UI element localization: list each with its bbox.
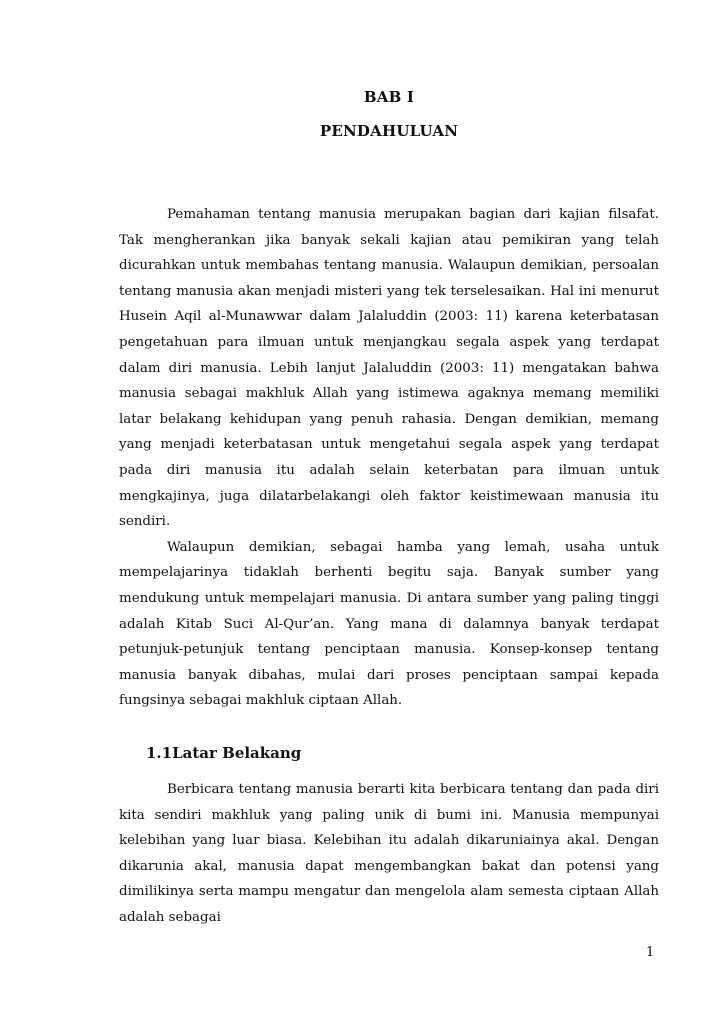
paragraph: Walaupun demikian, sebagai hamba yang lemah, usaha untuk mempelajarinya tidaklah berhenti begitu saja. Banyak sumber yang mendukung untuk mempelajari manusia. Di antara sumber yang paling tinggi adalah Kitab Suci Al-Qur’an. Yang mana di dalamnya banyak terdapat petunjuk-petunjuk tentang penciptaan manusia. Konsep-konsep tentang manusia banyak dibahas, mulai dari proses penciptaan sampai kepada fungsinya sebagai makhluk ciptaan Allah. (119, 539, 659, 709)
intro-body (119, 202, 659, 714)
chapter-title: PENDAHULUAN (319, 122, 459, 140)
chapter-number: BAB I (363, 88, 415, 106)
page-number: 1 (646, 945, 655, 960)
paragraph: Pemahaman tentang manusia merupakan bagian dari kajian filsafat. Tak mengherankan jika banyak sekali kajian atau pemikiran yang telah dicurahkan untuk membahas tentang manusia. Walaupun demikian, persoalan tentang manusia akan menjadi misteri yang tek terselesaikan. Hal ini menurut Husein Aqil al-Munawwar dalam Jalaluddin (2003: 11) karena keterbatasan pengetahuan para ilmuan untuk menjangkau segala aspek yang terdapat dalam diri manusia. Lebih lanjut Jalaluddin (2003: 11) mengatakan bahwa manusia sebagai makhluk Allah yang istimewa agaknya memang memiliki latar belakang kehidupan yang penuh rahasia. Dengan demikian, memang yang menjadi keterbatasan untuk mengetahui segala aspek yang terdapat pada diri manusia itu adalah selain keterbatan para ilmuan untuk mengkajinya, juga dilatarbelakangi oleh faktor keistimewaan manusia itu sendiri. (119, 207, 659, 530)
section-heading: 1.1Latar Belakang (146, 744, 302, 762)
section-body (119, 777, 659, 931)
paragraph: Berbicara tentang manusia berarti kita berbicara tentang dan pada diri kita sendiri makhluk yang paling unik di bumi ini. Manusia mempunyai kelebihan yang luar biasa. Kelebihan itu adalah dikaruniainya akal. Dengan dikarunia akal, manusia dapat mengembangkan bakat dan potensi yang dimilikinya serta mampu mengatur dan mengelola alam semesta ciptaan Allah adalah sebagai (119, 782, 659, 925)
